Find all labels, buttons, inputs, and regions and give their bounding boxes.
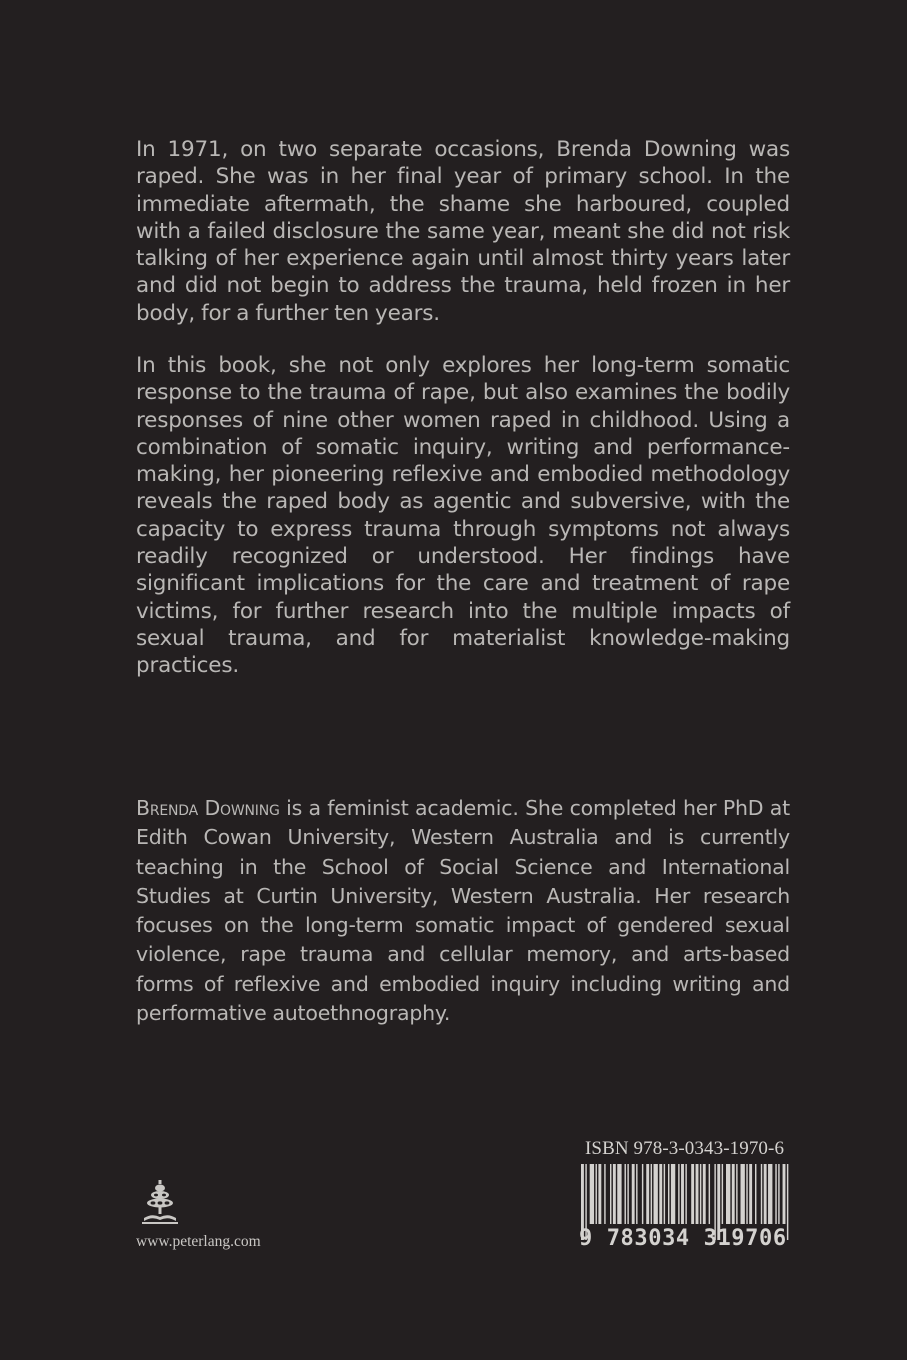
author-bio xyxy=(136,794,790,1028)
barcode-digits: 9 783034 319706 xyxy=(579,1226,787,1251)
isbn-label: ISBN 978-3-0343-1970-6 xyxy=(585,1138,785,1159)
author-name: Brenda Downing xyxy=(136,796,280,820)
publisher-url[interactable]: www.peterlang.com xyxy=(136,1233,261,1250)
blurb-paragraph-2: In this book, she not only explores her long-term somatic response to the trauma of rape, but also examines the bodily responses of nine other women raped in childhood. Using a combination of somatic inquiry, writing and performance-making, her pioneering reflexive and embodied methodology reveals the raped body as agentic and subversive, with the capacity to express trauma through symptoms not always readily recognized or understood. Her findings have significant implications for the care and treatment of rape victims, for further research into the multiple impacts of sexual trauma, and for materialist knowledge-making practices. xyxy=(136,353,790,679)
author-bio-text: is a feminist academic. She completed her PhD at Edith Cowan University, Western Australia and is currently teaching in the School of Social Science and International Studies at Curtin University, Western Australia. Her research focuses on the long-term somatic impact of gendered sexual violence, rape trauma and cellular memory, and arts-based forms of reflexive and embodied inquiry including writing and performative autoethnography. xyxy=(136,796,791,1026)
peter-lang-logo-icon xyxy=(136,1178,184,1226)
blurb-paragraph-1: In 1971, on two separate occasions, Brenda Downing was raped. She was in her final year of primary school. In the immediate aftermath, the shame she harboured, coupled with a failed disclosure the same year, meant she did not risk talking of her experience again until almost thirty years later and did not begin to address the trauma, held frozen in her body, for a further ten years. xyxy=(136,137,790,326)
